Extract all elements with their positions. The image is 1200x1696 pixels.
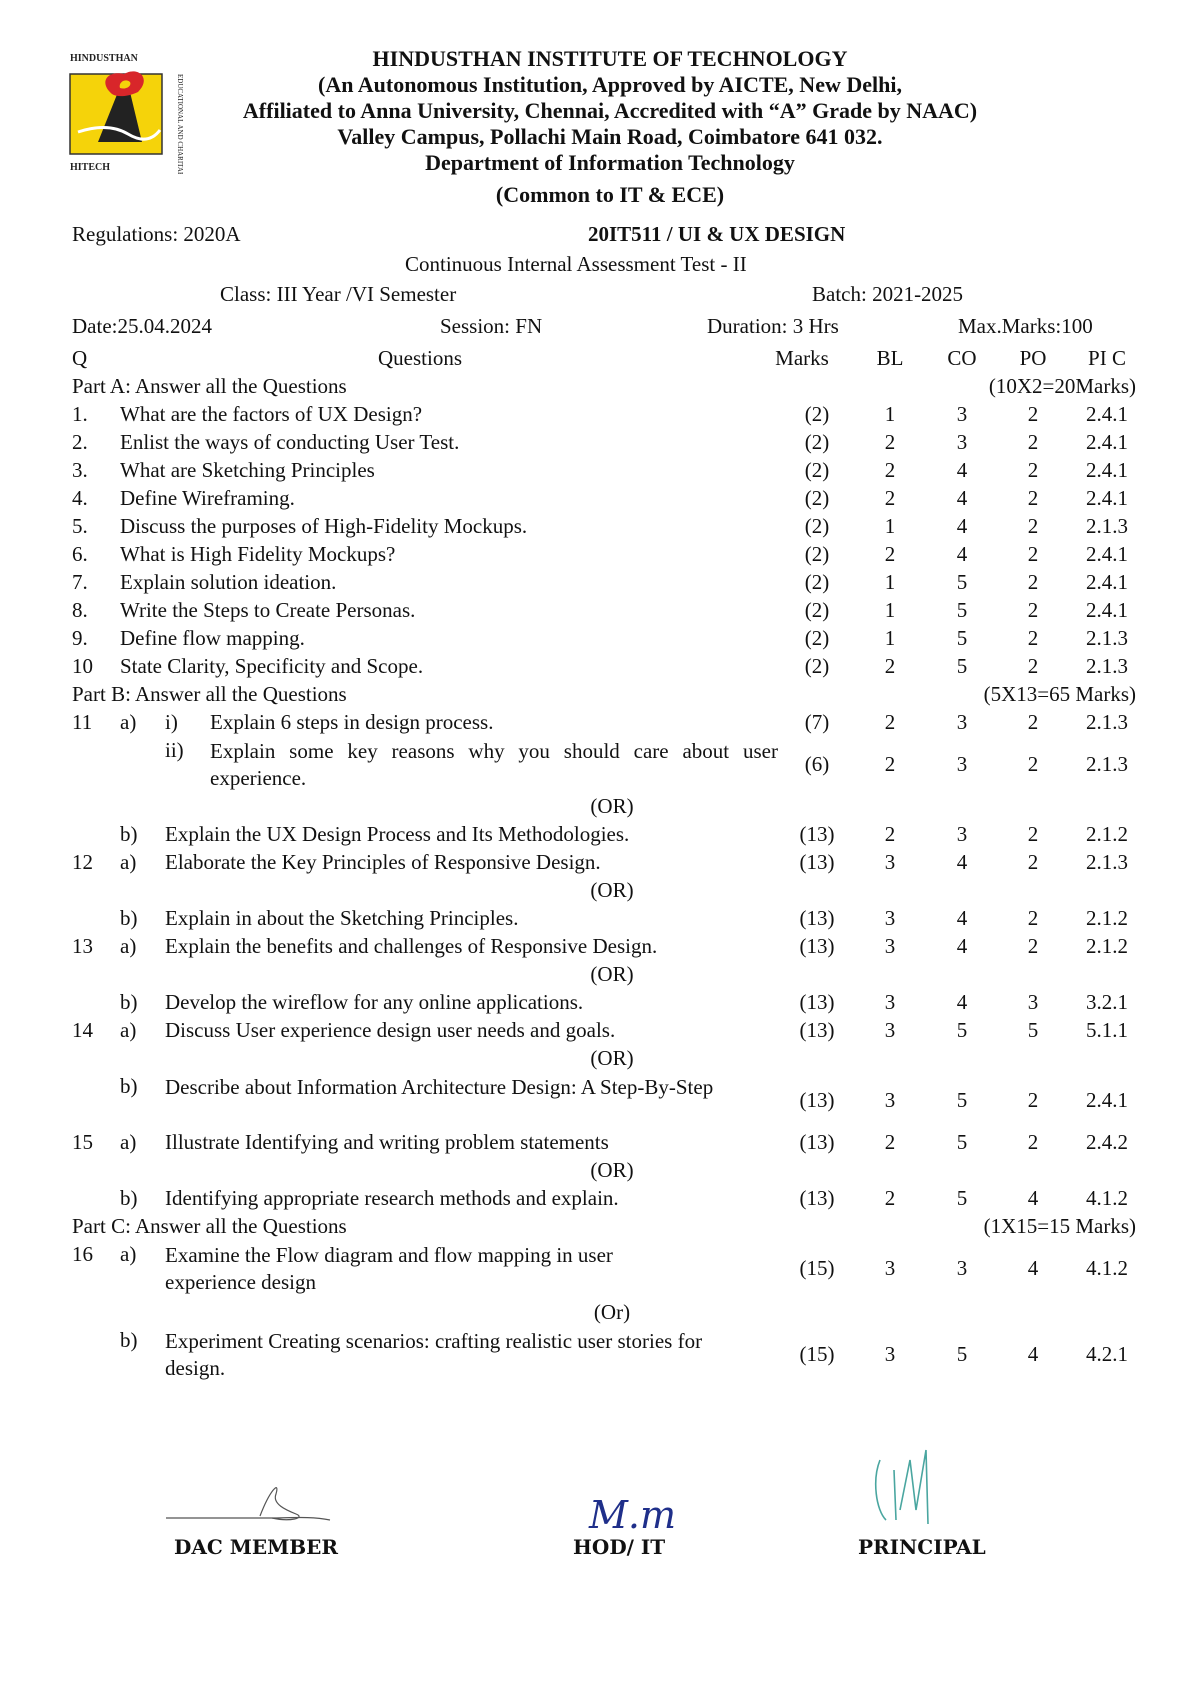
po: 2 bbox=[1027, 514, 1039, 538]
marks: (13) bbox=[799, 1186, 835, 1210]
institute-logo bbox=[68, 52, 190, 174]
question-row bbox=[72, 906, 1132, 934]
co: 4 bbox=[956, 934, 968, 958]
question-row bbox=[72, 486, 1132, 514]
batch-info: Batch: 2021-2025 bbox=[812, 282, 964, 306]
col-co: CO bbox=[947, 346, 977, 370]
question-row bbox=[72, 1328, 1132, 1384]
marks: (2) bbox=[804, 570, 830, 594]
pi: 4.1.2 bbox=[1086, 1256, 1128, 1280]
question-number: 4. bbox=[72, 486, 88, 510]
question-number: 3. bbox=[72, 458, 88, 482]
bl: 3 bbox=[884, 1342, 896, 1366]
marks: (2) bbox=[804, 486, 830, 510]
pi: 2.1.2 bbox=[1086, 906, 1128, 930]
bl: 1 bbox=[884, 514, 896, 538]
option-label: a) bbox=[120, 934, 137, 958]
po: 2 bbox=[1027, 850, 1039, 874]
part-b-heading bbox=[72, 682, 1136, 710]
principal-signature bbox=[870, 1440, 960, 1530]
pi: 2.4.1 bbox=[1086, 430, 1128, 454]
logo-top-text: HINDUSTHAN bbox=[70, 53, 138, 64]
or-separator: (Or) bbox=[593, 1300, 631, 1324]
question-row bbox=[72, 822, 1132, 850]
pi: 4.2.1 bbox=[1086, 1342, 1128, 1366]
po: 2 bbox=[1027, 542, 1039, 566]
pi: 2.1.3 bbox=[1086, 654, 1128, 678]
question-text: Illustrate Identifying and writing problem statements bbox=[165, 1130, 609, 1154]
co: 3 bbox=[956, 710, 968, 734]
co: 5 bbox=[956, 626, 968, 650]
part-a-heading bbox=[72, 374, 1136, 402]
question-row bbox=[72, 990, 1132, 1018]
co: 5 bbox=[956, 1342, 968, 1366]
marks: (13) bbox=[799, 990, 835, 1014]
po: 2 bbox=[1027, 906, 1039, 930]
pi: 2.1.3 bbox=[1086, 850, 1128, 874]
col-marks: Marks bbox=[775, 346, 829, 370]
bl: 2 bbox=[884, 1130, 896, 1154]
po: 2 bbox=[1027, 752, 1039, 776]
co: 5 bbox=[956, 1186, 968, 1210]
question-text: Elaborate the Key Principles of Responsive Design. bbox=[165, 850, 601, 874]
option-label: b) bbox=[120, 990, 138, 1014]
question-row bbox=[72, 626, 1132, 654]
marks: (2) bbox=[804, 430, 830, 454]
question-text: Enlist the ways of conducting User Test. bbox=[120, 430, 460, 454]
hod-label: HOD/ IT bbox=[573, 1535, 666, 1559]
question-text: Define Wireframing. bbox=[120, 486, 295, 510]
marks: (13) bbox=[799, 822, 835, 846]
po: 3 bbox=[1027, 990, 1039, 1014]
question-text: What are the factors of UX Design? bbox=[120, 402, 423, 426]
question-text: Discuss the purposes of High-Fidelity Mockups. bbox=[120, 514, 528, 538]
pi: 2.1.3 bbox=[1086, 626, 1128, 650]
marks: (15) bbox=[799, 1342, 835, 1366]
option-label: a) bbox=[120, 710, 137, 734]
pi: 2.1.3 bbox=[1086, 514, 1128, 538]
pi: 2.4.1 bbox=[1086, 402, 1128, 426]
col-pi: PI C bbox=[1088, 346, 1126, 370]
pi: 2.1.3 bbox=[1086, 752, 1128, 776]
question-number: 15 bbox=[72, 1130, 93, 1154]
question-text: Examine the Flow diagram and flow mapping in user experience design bbox=[165, 1243, 613, 1294]
po: 2 bbox=[1027, 710, 1039, 734]
question-text: Define flow mapping. bbox=[120, 626, 305, 650]
option-label: a) bbox=[120, 1018, 137, 1042]
marks: (13) bbox=[799, 1130, 835, 1154]
part-a-marks: (10X2=20Marks) bbox=[988, 374, 1136, 398]
col-q: Q bbox=[72, 346, 88, 370]
question-text: Experiment Creating scenarios: crafting realistic user stories for design. bbox=[165, 1329, 703, 1380]
co: 5 bbox=[956, 1018, 968, 1042]
question-number: 10 bbox=[72, 654, 93, 678]
bl: 2 bbox=[884, 654, 896, 678]
co: 3 bbox=[956, 402, 968, 426]
question-number: 9. bbox=[72, 626, 88, 650]
option-label: a) bbox=[120, 1130, 137, 1154]
po: 2 bbox=[1027, 430, 1039, 454]
po: 4 bbox=[1027, 1342, 1039, 1366]
bl: 3 bbox=[884, 1088, 896, 1112]
pi: 2.1.2 bbox=[1086, 934, 1128, 958]
co: 3 bbox=[956, 430, 968, 454]
po: 2 bbox=[1027, 934, 1039, 958]
question-text: Write the Steps to Create Personas. bbox=[120, 598, 416, 622]
regulations: Regulations: 2020A bbox=[72, 222, 241, 246]
question-row bbox=[72, 598, 1132, 626]
or-separator: (OR) bbox=[590, 794, 634, 818]
dac-signature bbox=[160, 1470, 335, 1530]
test-name: Continuous Internal Assessment Test - II bbox=[405, 252, 747, 276]
co: 5 bbox=[956, 570, 968, 594]
question-number: 1. bbox=[72, 402, 88, 426]
pi: 2.4.1 bbox=[1086, 542, 1128, 566]
question-text: What are Sketching Principles bbox=[120, 458, 375, 482]
co: 3 bbox=[956, 752, 968, 776]
marks: (13) bbox=[799, 906, 835, 930]
bl: 1 bbox=[884, 402, 896, 426]
po: 2 bbox=[1027, 822, 1039, 846]
question-text: Explain in about the Sketching Principles. bbox=[165, 906, 519, 930]
co: 4 bbox=[956, 542, 968, 566]
marks: (13) bbox=[799, 1018, 835, 1042]
exam-duration: Duration: 3 Hrs bbox=[707, 314, 839, 338]
marks: (2) bbox=[804, 654, 830, 678]
question-text: Explain the UX Design Process and Its Methodologies. bbox=[165, 822, 630, 846]
pi: 2.4.2 bbox=[1086, 1130, 1128, 1154]
logo-bottom-text: HITECH bbox=[70, 162, 111, 173]
marks: (2) bbox=[804, 402, 830, 426]
class-info: Class: III Year /VI Semester bbox=[220, 282, 457, 306]
marks: (2) bbox=[804, 514, 830, 538]
pi: 4.1.2 bbox=[1086, 1186, 1128, 1210]
co: 4 bbox=[956, 514, 968, 538]
header-line-4: Valley Campus, Pollachi Main Road, Coimbatore 641 032. bbox=[337, 124, 883, 149]
common-note: (Common to IT & ECE) bbox=[495, 182, 725, 207]
po: 2 bbox=[1027, 570, 1039, 594]
dac-member-label: DAC MEMBER bbox=[174, 1535, 339, 1559]
question-text: Describe about Information Architecture Design: A Step-By-Step bbox=[165, 1075, 714, 1099]
bl: 3 bbox=[884, 1018, 896, 1042]
option-label: b) bbox=[120, 1186, 138, 1210]
option-label: b) bbox=[120, 1328, 138, 1352]
po: 2 bbox=[1027, 486, 1039, 510]
bl: 2 bbox=[884, 822, 896, 846]
co: 4 bbox=[956, 458, 968, 482]
header-line-3: Affiliated to Anna University, Chennai, Accredited with “A” Grade by NAAC) bbox=[242, 98, 978, 123]
course-title: 20IT511 / UI & UX DESIGN bbox=[588, 222, 846, 246]
pi: 2.4.1 bbox=[1086, 1088, 1128, 1112]
logo-side-text: EDUCATIONAL AND CHARITABLE TRUST bbox=[176, 74, 184, 174]
pi: 2.4.1 bbox=[1086, 458, 1128, 482]
bl: 2 bbox=[884, 542, 896, 566]
column-headers bbox=[72, 346, 1132, 374]
institute-name: HINDUSTHAN INSTITUTE OF TECHNOLOGY bbox=[372, 46, 848, 71]
question-number: 2. bbox=[72, 430, 88, 454]
pi: 5.1.1 bbox=[1086, 1018, 1128, 1042]
co: 5 bbox=[956, 598, 968, 622]
question-text: Develop the wireflow for any online applications. bbox=[165, 990, 584, 1014]
option-label: b) bbox=[120, 1074, 138, 1098]
question-row bbox=[72, 934, 1132, 962]
col-questions: Questions bbox=[378, 346, 462, 370]
part-b-marks: (5X13=65 Marks) bbox=[983, 682, 1136, 706]
question-number: 11 bbox=[72, 710, 93, 734]
question-row bbox=[72, 1242, 1132, 1298]
question-text: Explain 6 steps in design process. bbox=[210, 710, 494, 734]
question-row bbox=[72, 514, 1132, 542]
bl: 2 bbox=[884, 486, 896, 510]
option-label: a) bbox=[120, 1242, 137, 1266]
pi: 2.4.1 bbox=[1086, 570, 1128, 594]
sub-label: i) bbox=[165, 710, 178, 734]
question-number: 14 bbox=[72, 1018, 93, 1042]
option-label: a) bbox=[120, 850, 137, 874]
po: 4 bbox=[1027, 1186, 1039, 1210]
marks: (13) bbox=[799, 934, 835, 958]
part-c-marks: (1X15=15 Marks) bbox=[983, 1214, 1136, 1238]
co: 3 bbox=[956, 822, 968, 846]
po: 2 bbox=[1027, 1130, 1039, 1154]
marks: (15) bbox=[799, 1256, 835, 1280]
po: 2 bbox=[1027, 458, 1039, 482]
co: 5 bbox=[956, 1088, 968, 1112]
pi: 3.2.1 bbox=[1086, 990, 1128, 1014]
question-row bbox=[72, 654, 1132, 682]
co: 3 bbox=[956, 1256, 968, 1280]
question-text: Discuss User experience design user needs and goals. bbox=[165, 1018, 616, 1042]
bl: 1 bbox=[884, 598, 896, 622]
marks: (2) bbox=[804, 542, 830, 566]
sub-label: ii) bbox=[165, 738, 184, 762]
pi: 2.1.3 bbox=[1086, 710, 1128, 734]
question-text: What is High Fidelity Mockups? bbox=[120, 542, 396, 566]
po: 2 bbox=[1027, 598, 1039, 622]
marks: (6) bbox=[804, 752, 830, 776]
question-text: Explain solution ideation. bbox=[120, 570, 337, 594]
col-po: PO bbox=[1019, 346, 1047, 370]
question-row bbox=[72, 1074, 1132, 1130]
bl: 1 bbox=[884, 570, 896, 594]
bl: 3 bbox=[884, 850, 896, 874]
option-label: b) bbox=[120, 906, 138, 930]
bl: 2 bbox=[884, 430, 896, 454]
marks: (2) bbox=[804, 626, 830, 650]
or-separator: (OR) bbox=[590, 1158, 634, 1182]
part-a-title: Part A: Answer all the Questions bbox=[72, 374, 347, 398]
bl: 2 bbox=[884, 458, 896, 482]
principal-label: PRINCIPAL bbox=[858, 1535, 986, 1559]
col-bl: BL bbox=[876, 346, 904, 370]
po: 2 bbox=[1027, 626, 1039, 650]
co: 5 bbox=[956, 1130, 968, 1154]
marks: (13) bbox=[799, 1088, 835, 1112]
pi: 2.1.2 bbox=[1086, 822, 1128, 846]
co: 4 bbox=[956, 906, 968, 930]
question-number: 8. bbox=[72, 598, 88, 622]
co: 4 bbox=[956, 990, 968, 1014]
option-label: b) bbox=[120, 822, 138, 846]
header-line-2: (An Autonomous Institution, Approved by AICTE, New Delhi, bbox=[318, 72, 902, 97]
co: 4 bbox=[956, 486, 968, 510]
bl: 3 bbox=[884, 990, 896, 1014]
question-text: Identifying appropriate research methods and explain. bbox=[165, 1186, 619, 1210]
hod-signature bbox=[585, 1488, 705, 1538]
question-row bbox=[72, 1130, 1132, 1158]
bl: 2 bbox=[884, 752, 896, 776]
question-number: 13 bbox=[72, 934, 93, 958]
marks: (2) bbox=[804, 598, 830, 622]
question-number: 5. bbox=[72, 514, 88, 538]
part-b-title: Part B: Answer all the Questions bbox=[72, 682, 347, 706]
bl: 1 bbox=[884, 626, 896, 650]
bl: 3 bbox=[884, 906, 896, 930]
co: 5 bbox=[956, 654, 968, 678]
question-row bbox=[72, 738, 1132, 794]
po: 4 bbox=[1027, 1256, 1039, 1280]
department: Department of Information Technology bbox=[425, 150, 795, 175]
bl: 3 bbox=[884, 1256, 896, 1280]
exam-session: Session: FN bbox=[440, 314, 543, 338]
question-row bbox=[72, 430, 1132, 458]
pi: 2.4.1 bbox=[1086, 486, 1128, 510]
po: 2 bbox=[1027, 1088, 1039, 1112]
question-row bbox=[72, 710, 1132, 738]
question-row bbox=[72, 850, 1132, 878]
marks: (2) bbox=[804, 458, 830, 482]
question-row bbox=[72, 1018, 1132, 1046]
question-number: 7. bbox=[72, 570, 88, 594]
or-separator: (OR) bbox=[590, 1046, 634, 1070]
part-c-title: Part C: Answer all the Questions bbox=[72, 1214, 347, 1238]
pi: 2.4.1 bbox=[1086, 598, 1128, 622]
question-row bbox=[72, 1186, 1132, 1214]
exam-date: Date:25.04.2024 bbox=[72, 314, 212, 338]
question-row bbox=[72, 402, 1132, 430]
part-c-heading bbox=[72, 1214, 1136, 1242]
marks: (7) bbox=[804, 710, 830, 734]
question-row bbox=[72, 458, 1132, 486]
po: 5 bbox=[1027, 1018, 1039, 1042]
question-number: 16 bbox=[72, 1242, 93, 1266]
or-separator: (OR) bbox=[590, 878, 634, 902]
co: 4 bbox=[956, 850, 968, 874]
po: 2 bbox=[1027, 402, 1039, 426]
question-number: 6. bbox=[72, 542, 88, 566]
question-text: Explain the benefits and challenges of Responsive Design. bbox=[165, 934, 658, 958]
bl: 2 bbox=[884, 1186, 896, 1210]
question-number: 12 bbox=[72, 850, 93, 874]
po: 2 bbox=[1027, 654, 1039, 678]
question-text: State Clarity, Specificity and Scope. bbox=[120, 654, 424, 678]
question-text: Explain some key reasons why you should care about user experience. bbox=[210, 739, 778, 790]
hod-signature-text: M.m bbox=[589, 1493, 677, 1537]
bl: 3 bbox=[884, 934, 896, 958]
bl: 2 bbox=[884, 710, 896, 734]
max-marks: Max.Marks:100 bbox=[958, 314, 1093, 338]
question-row bbox=[72, 542, 1132, 570]
marks: (13) bbox=[799, 850, 835, 874]
question-row bbox=[72, 570, 1132, 598]
or-separator: (OR) bbox=[590, 962, 634, 986]
